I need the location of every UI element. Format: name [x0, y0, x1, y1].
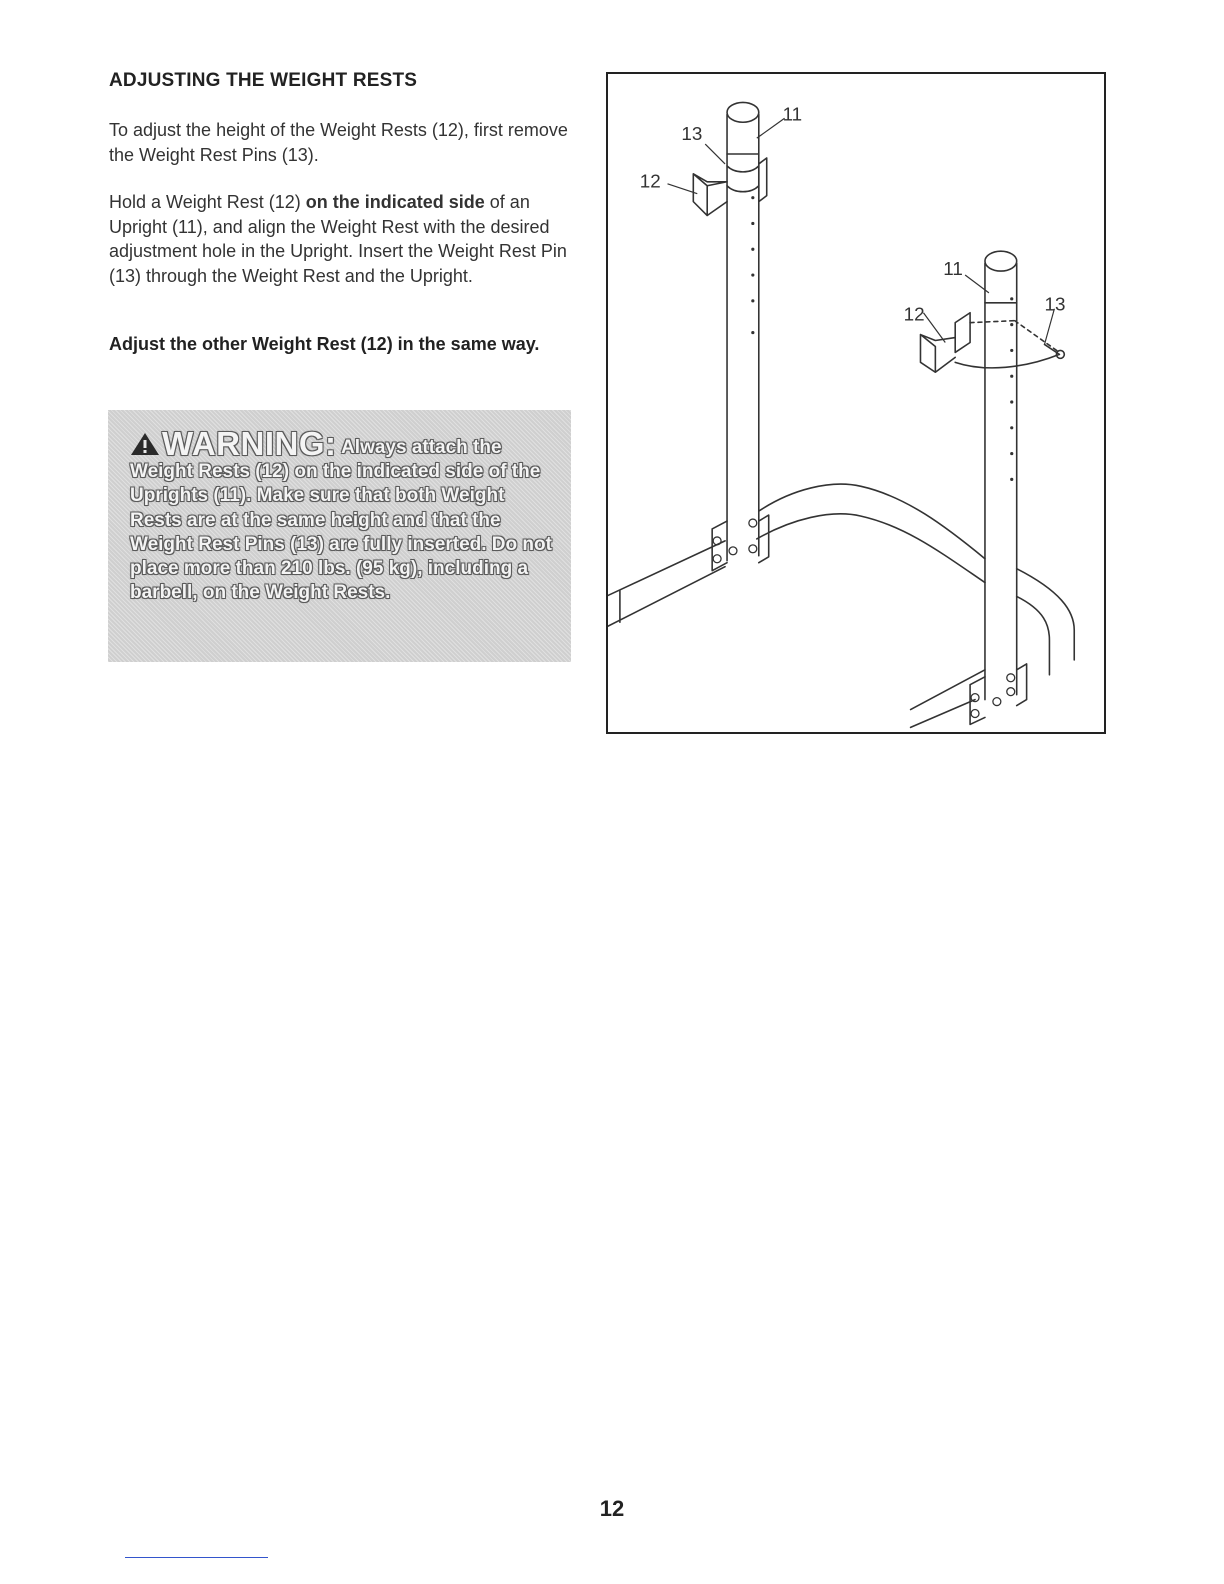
right-weight-rest	[920, 335, 955, 373]
left-hole-3	[751, 248, 754, 251]
warning-body: Always attach the Weight Rests (12) on the indicated side of the Uprights (11). Make sure that both Weight Rests are at the same height and that the Weight Rest Pins (13) are fully inserted. Do not place more than 210 lbs. (95 kg), including a barbell, on the Weight Rests.	[130, 437, 552, 604]
left-collar	[727, 166, 759, 192]
left-hole-5	[751, 299, 754, 302]
leader-13-left	[705, 144, 725, 164]
bolt-7	[971, 710, 979, 718]
base-loop-tube	[757, 484, 985, 582]
left-base-tube	[608, 541, 725, 626]
bolt-5	[749, 519, 757, 527]
callout-13-left: 13	[681, 123, 703, 145]
instruction-paragraph-1: To adjust the height of the Weight Rests (12), first remove the Weight Rest Pins (13).	[109, 120, 568, 165]
left-weight-rest	[693, 174, 727, 216]
warning-title: WARNING:	[162, 425, 337, 462]
right-mount-plate	[955, 313, 970, 353]
instruction-paragraph-3: Adjust the other Weight Rest (12) in the same way.	[109, 334, 540, 354]
right-base-tube	[911, 670, 985, 728]
rear-loop-tube	[1017, 569, 1075, 675]
weight-rest-diagram	[608, 74, 1104, 732]
footer-rule	[125, 1557, 268, 1558]
callout-11-left: 11	[782, 103, 803, 125]
left-hole-4	[751, 273, 754, 276]
left-hole-2	[751, 222, 754, 225]
page-number: 12	[599, 1496, 625, 1521]
right-hole-6	[1010, 426, 1013, 429]
assembly-figure	[606, 72, 1106, 734]
leader-12-right	[923, 313, 945, 343]
paragraph-2-text-start: Hold a Weight Rest (12)	[109, 192, 306, 212]
right-hole-2	[1010, 323, 1013, 326]
left-hole-1	[751, 196, 754, 199]
right-hole-8	[1010, 478, 1013, 481]
right-hole-7	[1010, 452, 1013, 455]
left-upright	[727, 114, 759, 560]
right-pin-guide	[955, 354, 1059, 367]
right-hole-1	[1010, 297, 1013, 300]
left-upright-cap	[727, 102, 759, 122]
warning-box	[108, 410, 571, 662]
right-pin-dashes	[970, 321, 1059, 353]
bolt-9	[1007, 688, 1015, 696]
right-upright-cap	[985, 251, 1017, 271]
right-upright	[985, 263, 1017, 699]
callout-13-right: 13	[1044, 293, 1066, 315]
bolt-4	[749, 545, 757, 553]
bolt-1	[713, 537, 721, 545]
callout-12-right: 12	[903, 303, 925, 325]
section-heading: ADJUSTING THE WEIGHT RESTS	[109, 70, 418, 91]
bolt-10	[993, 698, 1001, 706]
left-hole-6	[751, 331, 754, 334]
leader-11-left	[757, 118, 785, 138]
bolt-3	[729, 547, 737, 555]
warning-text	[130, 425, 553, 605]
warning-triangle-icon	[130, 432, 160, 456]
paragraph-2-text-end: of an Upright (11), and align the Weight Rest with the desired adjustment hole in the Upright. Insert the Weight Rest Pin (13) through the Weight Rest and the Upright.	[109, 192, 567, 286]
right-hole-3	[1010, 349, 1013, 352]
right-hole-4	[1010, 375, 1013, 378]
instruction-paragraph-2	[109, 190, 569, 288]
right-hole-5	[1010, 400, 1013, 403]
left-mount-plate	[759, 158, 767, 202]
paragraph-2-emphasis: on the indicated side	[305, 192, 485, 212]
callout-12-left: 12	[639, 170, 661, 192]
callout-11-right: 11	[943, 258, 963, 280]
bolt-8	[1007, 674, 1015, 682]
bolt-2	[713, 555, 721, 563]
